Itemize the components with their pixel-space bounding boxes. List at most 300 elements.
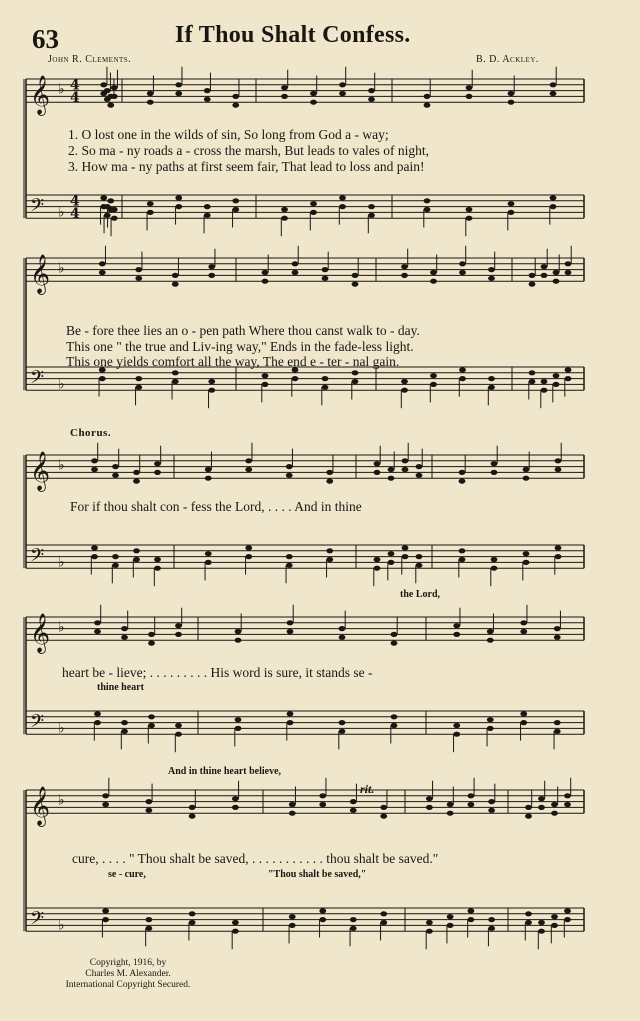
note-head: [523, 467, 530, 472]
note-head: [523, 560, 530, 565]
note-head: [459, 548, 466, 553]
note-head: [388, 467, 395, 472]
note-head: [172, 379, 179, 384]
note-head: [339, 82, 346, 87]
note-head: [319, 802, 326, 807]
note-head: [322, 385, 329, 390]
note-head: [99, 376, 106, 381]
note-head: [508, 210, 515, 215]
note-head: [91, 458, 98, 463]
note-head: [565, 261, 572, 266]
note-head: [107, 198, 114, 203]
note-head: [208, 264, 215, 269]
note-head: [368, 204, 375, 209]
note-head: [564, 917, 571, 922]
note-head: [529, 370, 536, 375]
note-head: [550, 82, 557, 87]
key-signature-flat: ♭: [58, 917, 65, 934]
note-head: [380, 805, 387, 810]
note-head: [189, 911, 196, 916]
note-head: [541, 379, 548, 384]
note-head: [529, 379, 536, 384]
note-head: [133, 548, 140, 553]
note-head: [525, 805, 532, 810]
note-head: [232, 805, 239, 810]
note-head: [554, 635, 561, 640]
note-head: [102, 908, 109, 913]
note-head: [287, 711, 294, 716]
note-head: [172, 370, 179, 375]
note-head: [175, 723, 182, 728]
note-head: [286, 473, 293, 478]
note-head: [508, 100, 515, 105]
note-head: [553, 270, 560, 275]
note-head: [94, 629, 101, 634]
note-head: [453, 723, 460, 728]
note-head: [350, 917, 357, 922]
key-signature-flat: ♭: [58, 376, 65, 393]
note-head: [551, 802, 558, 807]
note-head: [447, 811, 454, 816]
note-head: [104, 88, 111, 93]
note-head: [286, 563, 293, 568]
note-head: [523, 551, 530, 556]
note-head: [292, 376, 299, 381]
note-head: [148, 632, 155, 637]
note-head: [189, 814, 196, 819]
note-head: [154, 461, 161, 466]
time-signature: 4: [70, 193, 80, 210]
note-head: [292, 270, 299, 275]
note-head: [487, 638, 494, 643]
note-head: [488, 917, 495, 922]
note-head: [99, 261, 106, 266]
note-head: [424, 207, 431, 212]
note-head: [175, 204, 182, 209]
note-head: [121, 720, 128, 725]
note-head: [388, 476, 395, 481]
note-head: [402, 554, 409, 559]
verse-3-line-2: This one yields comfort all the way, The end e - ter - nal gain.: [66, 354, 400, 369]
copyright-line-1: Copyright, 1916, by: [89, 958, 167, 968]
note-head: [553, 279, 560, 284]
note-head: [175, 632, 182, 637]
note-head: [453, 732, 460, 737]
note-head: [154, 557, 161, 562]
note-head: [565, 367, 572, 372]
note-head: [555, 458, 562, 463]
note-head: [447, 914, 454, 919]
note-head: [508, 201, 515, 206]
note-head: [391, 723, 398, 728]
note-head: [467, 917, 474, 922]
time-signature: 4: [70, 90, 80, 107]
note-head: [488, 385, 495, 390]
note-head: [235, 726, 242, 731]
note-head: [135, 385, 142, 390]
note-head: [91, 545, 98, 550]
note-head: [488, 267, 495, 272]
note-head: [319, 793, 326, 798]
bass-clef: 𝄢: [30, 195, 45, 221]
note-head: [350, 799, 357, 804]
note-head: [204, 213, 211, 218]
note-head: [374, 557, 381, 562]
verse-1-line-1: 1. O lost one in the wilds of sin, So long from God a - way;: [68, 127, 389, 142]
note-head: [538, 929, 545, 934]
note-head: [262, 382, 269, 387]
note-head: [447, 923, 454, 928]
note-head: [541, 388, 548, 393]
verse-1-line-2: Be - fore thee lies an o - pen path Where thou canst walk to - day.: [66, 323, 420, 338]
verse-2-line-2: This one " the true and Liv-ing way," Ends in the fade-less light.: [66, 339, 414, 354]
note-head: [147, 210, 154, 215]
note-head: [107, 103, 114, 108]
treble-clef: 𝄞: [30, 786, 51, 827]
note-head: [453, 623, 460, 628]
note-head: [148, 714, 155, 719]
note-head: [287, 629, 294, 634]
note-head: [508, 91, 515, 96]
chorus-line-2: heart be - lieve; . . . . . . . . . His word is sure, it stands se -: [62, 665, 373, 680]
note-head: [488, 376, 495, 381]
note-head: [491, 566, 498, 571]
note-head: [416, 554, 423, 559]
note-head: [388, 560, 395, 565]
note-head: [447, 802, 454, 807]
note-head: [232, 103, 239, 108]
note-head: [401, 273, 408, 278]
note-head: [401, 264, 408, 269]
note-head: [326, 479, 333, 484]
bass-clef: 𝄢: [30, 545, 45, 571]
note-head: [416, 473, 423, 478]
note-head: [319, 908, 326, 913]
note-head: [551, 914, 558, 919]
note-head: [100, 195, 107, 200]
note-head: [175, 91, 182, 96]
note-head: [287, 620, 294, 625]
note-head: [416, 464, 423, 469]
note-head: [352, 282, 359, 287]
note-head: [205, 476, 212, 481]
chorus-line-1: For if thou shalt con - fess the Lord, . . . . And in thine: [70, 499, 362, 514]
note-head: [145, 799, 152, 804]
note-head: [232, 796, 239, 801]
note-head: [426, 796, 433, 801]
note-head: [459, 470, 466, 475]
note-head: [339, 635, 346, 640]
note-head: [112, 554, 119, 559]
note-head: [339, 91, 346, 96]
note-head: [121, 635, 128, 640]
note-head: [204, 88, 211, 93]
note-head: [487, 726, 494, 731]
note-head: [565, 270, 572, 275]
note-head: [467, 793, 474, 798]
note-head: [133, 470, 140, 475]
note-head: [310, 201, 317, 206]
note-head: [424, 103, 431, 108]
note-head: [491, 557, 498, 562]
note-head: [380, 911, 387, 916]
note-head: [245, 467, 252, 472]
note-head: [91, 554, 98, 559]
note-head: [426, 920, 433, 925]
note-head: [541, 273, 548, 278]
note-head: [287, 720, 294, 725]
note-head: [322, 376, 329, 381]
note-head: [232, 920, 239, 925]
note-head: [133, 557, 140, 562]
note-head: [352, 379, 359, 384]
note-head: [94, 620, 101, 625]
note-head: [339, 720, 346, 725]
note-head: [204, 97, 211, 102]
note-head: [94, 720, 101, 725]
note-head: [368, 213, 375, 218]
note-head: [555, 545, 562, 550]
bass-cue-the-lord: the Lord,: [400, 589, 440, 600]
note-head: [289, 802, 296, 807]
note-head: [172, 273, 179, 278]
note-head: [289, 923, 296, 928]
treble-clef: 𝄞: [30, 451, 51, 492]
note-head: [289, 811, 296, 816]
key-signature-flat: ♭: [58, 204, 65, 221]
note-head: [538, 920, 545, 925]
note-head: [208, 388, 215, 393]
key-signature-flat: ♭: [58, 619, 65, 636]
hymn-number: 63: [32, 24, 59, 54]
note-head: [326, 548, 333, 553]
note-head: [339, 195, 346, 200]
note-head: [374, 461, 381, 466]
note-head: [564, 908, 571, 913]
note-head: [550, 195, 557, 200]
note-head: [430, 270, 437, 275]
note-head: [112, 563, 119, 568]
note-head: [232, 207, 239, 212]
note-head: [133, 479, 140, 484]
note-head: [402, 545, 409, 550]
note-head: [374, 470, 381, 475]
note-head: [459, 270, 466, 275]
hymn-title: If Thou Shalt Confess.: [175, 22, 411, 48]
note-head: [204, 204, 211, 209]
note-head: [466, 85, 473, 90]
note-head: [232, 198, 239, 203]
note-head: [262, 373, 269, 378]
key-signature-flat: ♭: [58, 81, 65, 98]
note-head: [310, 91, 317, 96]
chorus-label: Chorus.: [70, 427, 112, 439]
note-head: [339, 626, 346, 631]
ritardando-mark: rit.: [360, 782, 375, 796]
note-head: [380, 920, 387, 925]
note-head: [99, 270, 106, 275]
alto-cue-thou-shalt-be-saved: "Thou shalt be saved,": [268, 869, 367, 880]
note-head: [281, 216, 288, 221]
key-signature-flat: ♭: [58, 720, 65, 737]
note-head: [488, 799, 495, 804]
note-head: [488, 926, 495, 931]
note-head: [426, 929, 433, 934]
note-head: [550, 91, 557, 96]
bass-clef: 𝄢: [30, 367, 45, 393]
note-head: [459, 557, 466, 562]
note-head: [350, 926, 357, 931]
key-signature-flat: ♭: [58, 457, 65, 474]
note-head: [319, 917, 326, 922]
note-head: [322, 267, 329, 272]
note-head: [467, 908, 474, 913]
note-head: [281, 207, 288, 212]
note-head: [245, 554, 252, 559]
note-head: [487, 629, 494, 634]
note-head: [488, 276, 495, 281]
note-head: [466, 94, 473, 99]
note-head: [459, 367, 466, 372]
bass-clef: 𝄢: [30, 711, 45, 737]
note-head: [102, 802, 109, 807]
verse-2-line-1: 2. So ma - ny roads a - cross the marsh, But leads to vales of night,: [68, 143, 430, 158]
bass-cue-believe: And in thine heart believe,: [168, 766, 282, 777]
note-head: [459, 479, 466, 484]
note-head: [310, 100, 317, 105]
note-head: [208, 379, 215, 384]
note-head: [550, 204, 557, 209]
note-head: [208, 273, 215, 278]
note-head: [491, 470, 498, 475]
note-head: [91, 467, 98, 472]
note-head: [175, 732, 182, 737]
note-head: [135, 276, 142, 281]
note-head: [529, 273, 536, 278]
note-head: [94, 711, 101, 716]
note-head: [520, 711, 527, 716]
note-head: [205, 551, 212, 556]
note-head: [175, 195, 182, 200]
note-head: [525, 814, 532, 819]
note-head: [554, 729, 561, 734]
note-head: [466, 207, 473, 212]
note-head: [102, 793, 109, 798]
note-head: [339, 204, 346, 209]
note-head: [100, 82, 107, 87]
note-head: [145, 808, 152, 813]
author-credit: John R. Clements.: [48, 54, 132, 65]
note-head: [401, 379, 408, 384]
note-head: [525, 920, 532, 925]
note-head: [424, 198, 431, 203]
note-head: [148, 723, 155, 728]
note-head: [235, 629, 242, 634]
note-head: [111, 94, 118, 99]
key-signature-flat: ♭: [58, 260, 65, 277]
note-head: [245, 458, 252, 463]
note-head: [487, 717, 494, 722]
note-head: [551, 923, 558, 928]
note-head: [391, 632, 398, 637]
note-head: [147, 91, 154, 96]
note-head: [352, 370, 359, 375]
note-head: [554, 626, 561, 631]
note-head: [459, 376, 466, 381]
note-head: [154, 566, 161, 571]
note-head: [520, 620, 527, 625]
note-head: [520, 720, 527, 725]
time-signature: 4: [70, 206, 80, 223]
note-head: [520, 629, 527, 634]
note-head: [554, 720, 561, 725]
copyright-line-2: Charles M. Alexander.: [85, 969, 171, 979]
note-head: [112, 473, 119, 478]
note-head: [112, 464, 119, 469]
copyright-line-3: International Copyright Secured.: [65, 980, 191, 990]
note-head: [453, 632, 460, 637]
note-head: [135, 267, 142, 272]
note-head: [551, 811, 558, 816]
note-head: [175, 82, 182, 87]
bass-clef: 𝄢: [30, 908, 45, 934]
note-head: [555, 467, 562, 472]
verse-3-line-1: 3. How ma - ny paths at first seem fair, That lead to loss and pain!: [68, 159, 425, 174]
note-head: [430, 279, 437, 284]
note-head: [262, 279, 269, 284]
note-head: [326, 557, 333, 562]
note-head: [368, 97, 375, 102]
note-head: [135, 376, 142, 381]
note-head: [426, 805, 433, 810]
composer-credit: B. D. Ackley.: [476, 54, 539, 65]
alto-cue-thine-heart: thine heart: [97, 682, 144, 693]
note-head: [538, 805, 545, 810]
note-head: [368, 88, 375, 93]
note-head: [322, 276, 329, 281]
note-head: [401, 388, 408, 393]
note-head: [553, 373, 560, 378]
note-head: [281, 94, 288, 99]
note-head: [459, 261, 466, 266]
note-head: [391, 641, 398, 646]
note-head: [541, 264, 548, 269]
note-head: [564, 802, 571, 807]
note-head: [555, 554, 562, 559]
note-head: [529, 282, 536, 287]
note-head: [175, 623, 182, 628]
key-signature-flat: ♭: [58, 792, 65, 809]
note-head: [262, 270, 269, 275]
chorus-line-3: cure, . . . . " Thou shalt be saved, . . . . . . . . . . . thou shalt be saved.": [72, 851, 439, 866]
note-head: [148, 641, 155, 646]
note-head: [350, 808, 357, 813]
note-head: [286, 464, 293, 469]
note-head: [430, 382, 437, 387]
note-head: [147, 201, 154, 206]
note-head: [564, 793, 571, 798]
note-head: [102, 917, 109, 922]
note-head: [416, 563, 423, 568]
note-head: [467, 802, 474, 807]
note-head: [466, 216, 473, 221]
note-head: [326, 470, 333, 475]
note-head: [235, 638, 242, 643]
note-head: [289, 914, 296, 919]
note-head: [525, 911, 532, 916]
note-head: [145, 926, 152, 931]
copyright-notice: [48, 958, 208, 991]
